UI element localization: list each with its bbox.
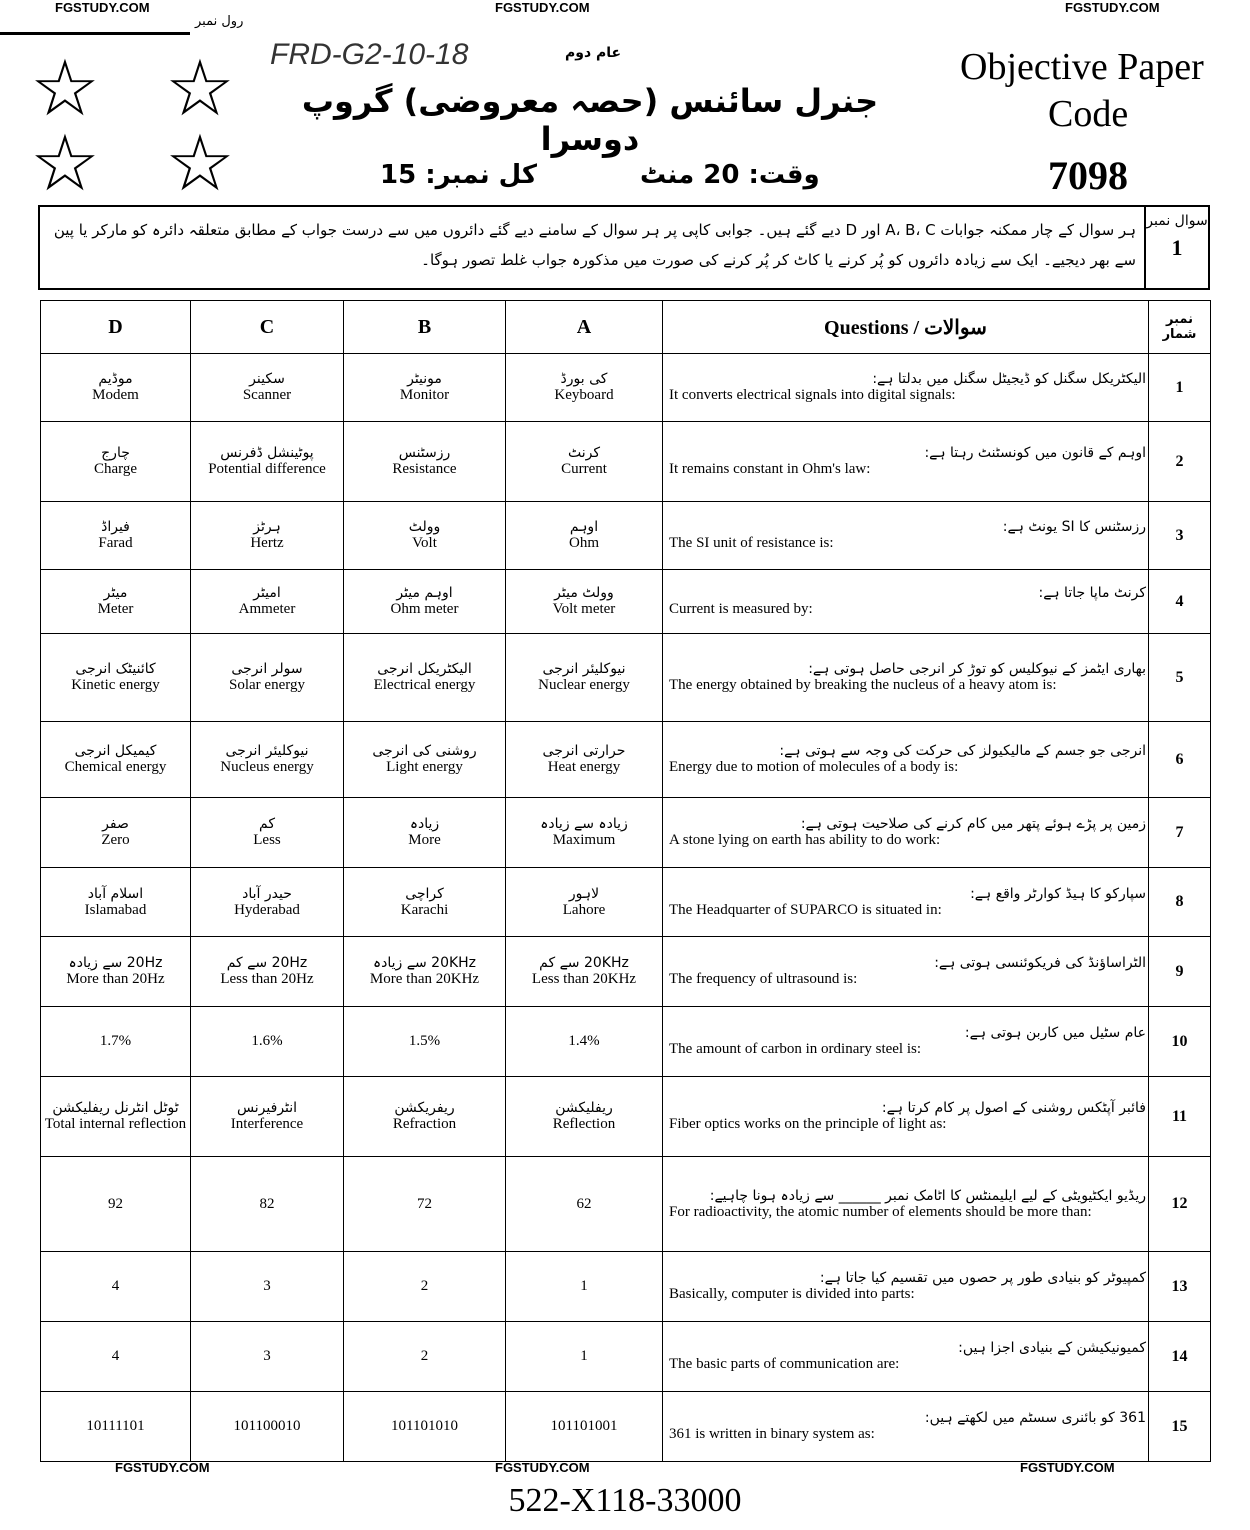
option-b-english: Refraction <box>392 1116 457 1132</box>
option-b-english: Ohm meter <box>390 601 459 617</box>
option-b-urdu: 20KHz سے زیادہ <box>372 955 477 971</box>
question-english: The energy obtained by breaking the nucleus of a heavy atom is: <box>669 677 1057 693</box>
question-urdu: زمین پر پڑے ہوئے پتھر میں کام کرنے کی صلاحیت ہوتی ہے: <box>800 816 1146 832</box>
option-b-english: 1.5% <box>408 1033 441 1049</box>
question-english: The Headquarter of SUPARCO is situated in: <box>669 901 942 918</box>
watermark: FGSTUDY.COM <box>115 1460 210 1475</box>
option-d-english: Islamabad <box>84 901 147 918</box>
question-number-box <box>1144 207 1208 288</box>
option-b-english: Volt <box>412 535 437 551</box>
question-urdu: رزسٹنس کا SI یونٹ ہے: <box>1002 519 1146 535</box>
option-d-urdu: فیراڈ <box>101 519 130 535</box>
option-b <box>344 1077 506 1157</box>
option-a-english: Nuclear energy <box>538 677 630 693</box>
option-d-urdu: چارج <box>101 445 130 461</box>
table-row <box>41 868 1211 937</box>
option-a-english: Keyboard <box>554 387 614 403</box>
option-c-english: 1.6% <box>251 1033 283 1049</box>
option-b-urdu: ریفریکشن <box>394 1100 455 1116</box>
question-urdu: الٹراساؤنڈ کی فریکوئنسی ہوتی ہے: <box>934 955 1146 971</box>
option-a-urdu: زیادہ سے زیادہ <box>540 816 628 832</box>
option-d-english: 4 <box>111 1278 120 1294</box>
option-d <box>41 354 191 422</box>
question-number: 1 <box>1171 235 1183 260</box>
question-cell <box>663 422 1149 502</box>
option-c-english: Potential difference <box>208 461 326 477</box>
option-a <box>506 722 663 798</box>
question-cell <box>663 722 1149 798</box>
option-d <box>41 1322 191 1392</box>
option-d-english: Zero <box>101 832 130 848</box>
question-cell <box>663 1077 1149 1157</box>
option-d-english: 1.7% <box>99 1033 132 1049</box>
option-c-english: Scanner <box>242 387 292 403</box>
option-b-urdu: وولٹ <box>408 519 441 535</box>
question-urdu: سپارکو کا ہیڈ کوارٹر واقع ہے: <box>970 885 1146 902</box>
option-c-urdu: ہرٹز <box>253 519 281 535</box>
option-a <box>506 422 663 502</box>
option-b <box>344 422 506 502</box>
option-c-english: Less than 20Hz <box>220 971 314 987</box>
option-d-english: More than 20Hz <box>66 971 165 987</box>
serial-no: 12 <box>1149 1157 1211 1252</box>
instructions-box <box>38 205 1210 290</box>
option-b <box>344 570 506 634</box>
option-d <box>41 1077 191 1157</box>
serial-no: 4 <box>1149 570 1211 634</box>
question-english: Fiber optics works on the principle of light as: <box>669 1116 947 1132</box>
option-b-english: 2 <box>420 1348 429 1364</box>
option-a <box>506 798 663 868</box>
option-d-english: Farad <box>98 535 133 551</box>
table-row <box>41 1157 1211 1252</box>
option-c-urdu: سکینر <box>249 371 285 387</box>
question-english: It converts electrical signals into digital signals: <box>669 387 956 403</box>
option-d <box>41 634 191 722</box>
option-b-urdu: کراچی <box>405 885 444 902</box>
header-d: D <box>41 301 191 354</box>
question-urdu: فائبر آپٹکس روشنی کے اصول پر کام کرتا ہے: <box>881 1100 1146 1116</box>
question-english: The basic parts of communication are: <box>669 1356 900 1372</box>
option-a-urdu: کی بورڈ <box>560 371 608 387</box>
option-d-english: Total internal reflection <box>44 1116 187 1132</box>
option-c <box>191 634 344 722</box>
option-d <box>41 422 191 502</box>
option-b-english: Electrical energy <box>373 677 476 693</box>
option-a-english: 1 <box>580 1348 588 1364</box>
option-b-urdu: مونیٹر <box>407 371 442 387</box>
option-b-urdu: الیکٹریکل انرجی <box>377 661 472 677</box>
option-c <box>191 798 344 868</box>
question-cell <box>663 502 1149 570</box>
option-a <box>506 937 663 1007</box>
header-questions: Questions / سوالات <box>663 301 1149 354</box>
option-a <box>506 868 663 937</box>
option-d-urdu: کیمیکل انرجی <box>74 743 157 759</box>
question-urdu: ریڈیو ایکٹیویٹی کے لیے ایلیمنٹس کا اٹامک نمبر ______ سے زیادہ ہونا چاہیے: <box>709 1187 1146 1204</box>
serial-no: 8 <box>1149 868 1211 937</box>
option-a-urdu: کرنٹ <box>567 445 601 461</box>
star-icon: ☆ <box>30 120 100 207</box>
option-b <box>344 868 506 937</box>
star-icon: ☆ <box>165 120 235 207</box>
table-row <box>41 354 1211 422</box>
option-a <box>506 354 663 422</box>
time-allowed: وقت: 20 منٹ <box>640 160 820 190</box>
option-d <box>41 1252 191 1322</box>
question-cell <box>663 798 1149 868</box>
option-d-urdu: صفر <box>102 816 129 832</box>
option-a-urdu: اوہم <box>569 519 599 535</box>
serial-no: 14 <box>1149 1322 1211 1392</box>
paper-type: Objective Paper <box>960 46 1204 88</box>
option-d-urdu: کائنیٹک انرجی <box>75 661 156 677</box>
question-cell <box>663 937 1149 1007</box>
option-c <box>191 1157 344 1252</box>
option-c <box>191 422 344 502</box>
question-urdu: بھاری ایٹمز کے نیوکلیس کو توڑ کر انرجی حاصل ہوتی ہے: <box>808 661 1146 677</box>
table-row <box>41 1252 1211 1322</box>
option-a <box>506 1392 663 1462</box>
option-d <box>41 798 191 868</box>
serial-no: 9 <box>1149 937 1211 1007</box>
option-a-urdu: وولٹ میٹر <box>554 585 614 601</box>
table-row <box>41 722 1211 798</box>
question-english: Current is measured by: <box>669 601 813 617</box>
question-english: A stone lying on earth has ability to do work: <box>669 832 941 848</box>
option-a <box>506 634 663 722</box>
serial-no: 2 <box>1149 422 1211 502</box>
option-a-english: 101101001 <box>550 1418 618 1434</box>
option-c-urdu: امیٹر <box>253 585 281 601</box>
mcq-table <box>40 300 1211 1462</box>
option-c-english: 3 <box>263 1278 271 1294</box>
roll-no-label: رول نمبر <box>195 14 244 29</box>
question-cell <box>663 868 1149 937</box>
option-d <box>41 868 191 937</box>
option-b-english: 72 <box>417 1195 432 1212</box>
option-a <box>506 1077 663 1157</box>
paper-code: 7098 <box>1048 153 1128 198</box>
question-cell <box>663 354 1149 422</box>
header-b: B <box>344 301 506 354</box>
option-c <box>191 1322 344 1392</box>
option-c-urdu: سولر انرجی <box>231 661 303 677</box>
question-urdu: اوہم کے قانون میں کونسٹنٹ رہتا ہے: <box>924 445 1146 461</box>
table-row <box>41 798 1211 868</box>
question-urdu: کرنٹ ماپا جاتا ہے: <box>1038 585 1146 601</box>
table-row <box>41 1077 1211 1157</box>
option-d-english: Modem <box>92 387 139 403</box>
table-row <box>41 570 1211 634</box>
option-c-urdu: انٹرفیرنس <box>236 1100 298 1116</box>
option-b-english: Karachi <box>400 901 449 918</box>
option-c <box>191 937 344 1007</box>
option-c-urdu: نیوکلیئر انرجی <box>225 743 309 759</box>
code-label: Code <box>1048 93 1129 135</box>
option-d <box>41 570 191 634</box>
option-a <box>506 1157 663 1252</box>
option-b-english: Resistance <box>392 461 457 477</box>
option-d-english: 10111101 <box>86 1418 145 1434</box>
option-d <box>41 502 191 570</box>
option-b <box>344 1322 506 1392</box>
option-a <box>506 570 663 634</box>
option-d-english: Kinetic energy <box>71 677 160 693</box>
table-row <box>41 502 1211 570</box>
serial-no: 1 <box>1149 354 1211 422</box>
option-a-english: 1.4% <box>568 1033 600 1049</box>
option-a-urdu: حرارتی انرجی <box>542 743 626 759</box>
serial-no: 13 <box>1149 1252 1211 1322</box>
question-urdu: کمپیوٹر کو بنیادی طور پر حصوں میں تقسیم کیا جاتا ہے: <box>819 1270 1146 1286</box>
question-english: The SI unit of resistance is: <box>669 535 834 551</box>
option-b <box>344 1252 506 1322</box>
option-d-english: Charge <box>93 461 138 477</box>
option-c <box>191 722 344 798</box>
star-icon: ☆ <box>30 45 100 132</box>
option-a-english: 62 <box>576 1195 592 1212</box>
question-english: The amount of carbon in ordinary steel is: <box>669 1041 922 1057</box>
question-cell <box>663 1157 1149 1252</box>
option-a <box>506 1007 663 1077</box>
watermark: FGSTUDY.COM <box>1065 0 1160 15</box>
option-c <box>191 868 344 937</box>
option-b <box>344 502 506 570</box>
option-a-urdu: لاہور <box>568 885 600 902</box>
option-b-english: Light energy <box>386 759 463 775</box>
option-d <box>41 1392 191 1462</box>
question-urdu: کمیونیکیشن کے بنیادی اجزا ہیں: <box>958 1340 1146 1356</box>
serial-no: 6 <box>1149 722 1211 798</box>
option-a-english: Ohm <box>569 535 599 551</box>
option-c-english: Solar energy <box>229 677 305 693</box>
question-urdu: عام سٹیل میں کاربن ہوتی ہے: <box>964 1025 1146 1041</box>
option-b <box>344 937 506 1007</box>
question-english: Basically, computer is divided into parts: <box>669 1286 915 1302</box>
header-a: A <box>506 301 663 354</box>
option-d <box>41 1157 191 1252</box>
option-d <box>41 937 191 1007</box>
option-a <box>506 502 663 570</box>
option-a <box>506 1322 663 1392</box>
question-cell <box>663 1007 1149 1077</box>
option-b-english: More <box>408 832 441 848</box>
option-d-english: 92 <box>108 1195 123 1212</box>
option-b <box>344 634 506 722</box>
option-b-urdu: رزسٹنس <box>398 445 451 461</box>
option-c <box>191 1392 344 1462</box>
instructions-text: ہر سوال کے چار ممکنہ جوابات A، B، C اور D دیے گئے ہیں۔ جوابی کاپی پر ہر سوال کے سامنے دیے گئے دائروں میں سے درست جواب کے مطابق متعلقہ دائرہ کو مارکر یا پین سے بھر دیجیے۔ ایک سے زیادہ دائروں کو پُر کرنے یا کاٹ کر پُر کرنے کی صورت میں مذکورہ جواب غلط تصور ہوگا۔ <box>53 221 1136 269</box>
option-d-urdu: 20Hz سے زیادہ <box>68 955 163 971</box>
option-a-english: Less than 20KHz <box>531 971 637 987</box>
option-a-english: Volt meter <box>552 601 616 617</box>
option-c-urdu: کم <box>259 816 275 832</box>
option-a-urdu: نیوکلیئر انرجی <box>542 661 626 677</box>
option-c-english: Nucleus energy <box>220 759 314 775</box>
option-b <box>344 1157 506 1252</box>
option-b-english: 101101010 <box>391 1418 458 1434</box>
question-english: It remains constant in Ohm's law: <box>669 461 871 477</box>
watermark: FGSTUDY.COM <box>495 1460 590 1475</box>
option-a-english: Reflection <box>552 1116 616 1132</box>
option-d-urdu: میٹر <box>103 585 128 601</box>
handwritten-code: FRD-G2-10-18 <box>270 38 469 71</box>
option-d <box>41 1007 191 1077</box>
star-icon: ☆ <box>165 45 235 132</box>
serial-no: 10 <box>1149 1007 1211 1077</box>
table-row <box>41 937 1211 1007</box>
option-d-urdu: موڈیم <box>98 371 133 387</box>
option-b <box>344 1392 506 1462</box>
option-c <box>191 1077 344 1157</box>
option-c-urdu: 20Hz سے کم <box>226 955 308 971</box>
serial-no: 3 <box>1149 502 1211 570</box>
question-cell <box>663 1252 1149 1322</box>
session: عام دوم <box>565 45 622 61</box>
option-c-english: 101100010 <box>233 1418 301 1434</box>
option-b <box>344 354 506 422</box>
question-english: The frequency of ultrasound is: <box>669 971 858 987</box>
option-b-urdu: روشنی کی انرجی <box>372 743 477 759</box>
question-urdu: الیکٹریکل سگنل کو ڈیجیٹل سگنل میں بدلتا ہے: <box>872 371 1146 387</box>
watermark: FGSTUDY.COM <box>1020 1460 1115 1475</box>
option-c-english: Hyderabad <box>234 901 300 918</box>
option-c-english: 3 <box>263 1348 271 1364</box>
table-row <box>41 634 1211 722</box>
serial-no: 7 <box>1149 798 1211 868</box>
option-c <box>191 570 344 634</box>
option-b-english: 2 <box>420 1278 429 1294</box>
option-a-english: 1 <box>580 1278 588 1294</box>
table-row <box>41 422 1211 502</box>
header-serial-no: نمبر شمار <box>1149 301 1211 354</box>
option-c-english: Less <box>253 832 281 848</box>
option-d-urdu: ٹوٹل انٹرنل ریفلیکشن <box>52 1100 179 1116</box>
option-a-english: Maximum <box>552 832 616 848</box>
option-a <box>506 1252 663 1322</box>
option-c-english: Interference <box>230 1116 304 1132</box>
table-header-row <box>41 301 1211 354</box>
option-c-english: Ammeter <box>238 601 296 617</box>
option-a-english: Current <box>561 461 607 477</box>
question-number-label: سوال نمبر <box>1146 213 1208 229</box>
option-b-english: Monitor <box>399 387 450 403</box>
option-b-english: More than 20KHz <box>369 971 480 987</box>
table-row <box>41 1392 1211 1462</box>
roll-no-line <box>0 32 190 35</box>
watermark: FGSTUDY.COM <box>55 0 150 15</box>
watermark: FGSTUDY.COM <box>495 0 590 15</box>
option-c <box>191 1007 344 1077</box>
total-marks: کل نمبر: 15 <box>380 160 537 190</box>
serial-no: 11 <box>1149 1077 1211 1157</box>
question-urdu: انرجی جو جسم کے مالیکیولز کی حرکت کی وجہ سے ہوتی ہے: <box>779 743 1146 759</box>
option-b <box>344 1007 506 1077</box>
option-c-urdu: حیدر آباد <box>242 885 292 902</box>
question-cell <box>663 634 1149 722</box>
option-b <box>344 722 506 798</box>
option-d-english: 4 <box>111 1348 120 1364</box>
option-a-english: Heat energy <box>547 759 621 775</box>
table-row <box>41 1007 1211 1077</box>
subject-title: جنرل سائنس (حصہ معروضی) گروپ دوسرا <box>301 82 879 158</box>
option-d-urdu: اسلام آباد <box>87 885 144 902</box>
table-row <box>41 1322 1211 1392</box>
option-b <box>344 798 506 868</box>
question-urdu: 361 کو بائنری سسٹم میں لکھتے ہیں: <box>924 1410 1146 1426</box>
question-cell <box>663 1392 1149 1462</box>
option-a-urdu: 20KHz سے کم <box>539 955 629 971</box>
question-cell <box>663 570 1149 634</box>
option-d-english: Chemical energy <box>64 759 167 775</box>
option-a-urdu: ریفلیکشن <box>555 1100 613 1116</box>
question-cell <box>663 1322 1149 1392</box>
option-c-english: 82 <box>259 1195 275 1212</box>
option-c <box>191 502 344 570</box>
option-a-english: Lahore <box>562 901 606 918</box>
question-english: 361 is written in binary system as: <box>669 1426 875 1442</box>
serial-no: 15 <box>1149 1392 1211 1462</box>
question-english: Energy due to motion of molecules of a body is: <box>669 759 959 775</box>
option-c-english: Hertz <box>250 535 284 551</box>
option-c <box>191 1252 344 1322</box>
option-d <box>41 722 191 798</box>
question-english: For radioactivity, the atomic number of elements should be more than: <box>669 1203 1092 1220</box>
serial-no: 5 <box>1149 634 1211 722</box>
header-c: C <box>191 301 344 354</box>
option-b-urdu: زیادہ <box>409 816 440 832</box>
option-b-urdu: اوہم میٹر <box>396 585 453 601</box>
footer-code: 522-X118-33000 <box>508 1482 742 1519</box>
option-d-english: Meter <box>97 601 134 617</box>
option-c-urdu: پوٹینشل ڈفرنس <box>220 445 314 461</box>
option-c <box>191 354 344 422</box>
